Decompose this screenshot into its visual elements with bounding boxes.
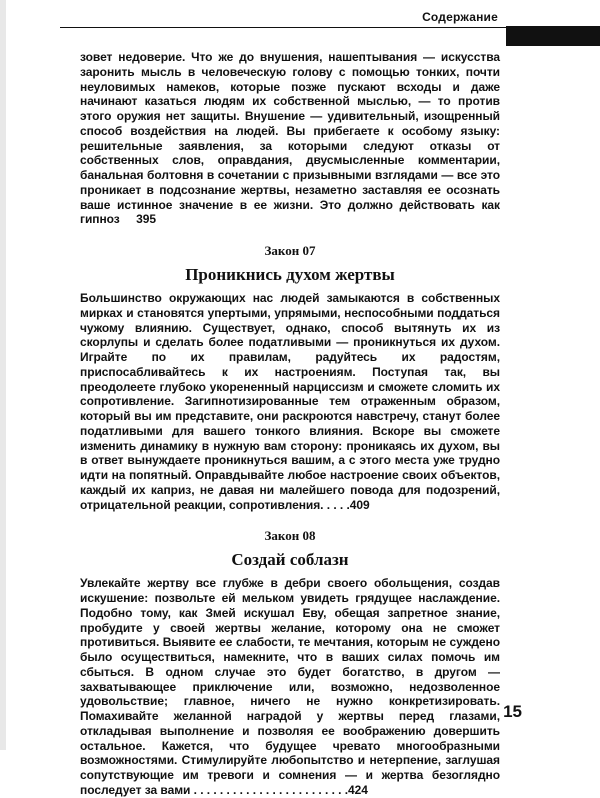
- section-tab-marker: [506, 26, 600, 46]
- running-header: [0, 0, 600, 40]
- law-title: Создай соблазн: [231, 550, 349, 570]
- law-08-heading: [80, 528, 500, 570]
- law-page-number: 409: [349, 497, 370, 512]
- law-page-number: 424: [348, 782, 368, 797]
- page-content: [80, 50, 500, 798]
- page-number: 15: [503, 702, 522, 721]
- intro-page-ref: [120, 212, 156, 226]
- law-body: Большинство окружающих нас людей замыкаются в собственных мирках и становятся упертыми, упрямыми, неспособными поддаться чужому влиянию. Существует, однако, способ вытянуть их из скорлупы и сделать более податливыми — проникнуться их духом. Играйте по их правилам, радуйтесь их радостям, приспосабливайтесь к их настроениям. Поступая так, вы преодолеете глубоко укорененный нарциссизм и сможете сломить их сопротивление. Загипнотизированные тем отраженным образом, который вы им представите, они раскроются навстречу, станут более податливыми для вашего тонкого влияния. Вскоре вы сможете изменить динамику в нужную вам сторону: проникаясь их духом, вы в ответ вынуждаете проникнуться вашим, а с этого места уже трудно идти на попятный. Оправдывайте любое настроение своих объектов, каждый их каприз, не давая ни малейшего повода для подозрений, отрицательной реакции, сопротивления.: [80, 291, 500, 512]
- intro-entry: [80, 50, 500, 227]
- law-title: Проникнись духом жертвы: [185, 265, 395, 284]
- law-07-heading: [80, 243, 500, 285]
- law-08-text: Увлекайте жертву все глубже в дебри своего обольщения, создав искушение: позвольте ей мельком увидеть грядущее наслаждение. Подобно тому, как Змей искушал Еву, обещая запретное знание, пробудите у своей жертвы желание, которому она не сможет противиться. Выявите ее слабости, те мечтания, которым не суждено было осуществиться, намекните, что в ваших силах помочь им сбыться. В одном случае это будет богатство, в другом — захватывающее приключение или, возможно, недозволенное удовольствие; главное, ничего не нужно конкретизировать. Помахивайте желанной наградой у жертвы перед глазами, откладывая выполнение и позволяя ее воображению довершить остальное. Кажется, что будущее чревато многообразными возможностями. Стимулируйте любопытство и нетерпение, заглушая сопутствующие им тревоги и сомнения — и жертва безоглядно последует за вами . . . . . . . . . . . . . . . . . . . . . . . .424: [80, 576, 500, 797]
- section-title: Содержание: [422, 10, 498, 24]
- law-number: Закон 07: [264, 243, 316, 258]
- intro-body: зовет недоверие. Что же до внушения, нашептывания — искусства заронить мысль в человеческую голову с помощью тонких, почти неуловимых намеков, которые позже пускают всходы и даже начинают казаться людям их собственной мыслью, — то против этого оружия нет защиты. Внушение — удивительный, изощренный способ воздействия на людей. Вы прибегаете к особому языку: решительные заявления, за которыми следуют отказы от собственных слов, оправдания, двусмысленные комментарии, банальная болтовня в сочетании с призывными взглядами — все это проникает в подсознание жертвы, незаметно заставляя ее осознать ваше истинное значение в ее жизни. Это должно действовать как гипноз: [80, 50, 500, 227]
- law-number: Закон 08: [264, 528, 316, 544]
- intro-page-number: 395: [136, 212, 157, 227]
- intro-text: [80, 50, 500, 227]
- law-07-text: Большинство окружающих нас людей замыкаются в собственных мирках и становятся упертыми, упрямыми, неспособными поддаться чужому влиянию. Существует, однако, способ вытянуть их из скорлупы и сделать более податливыми — проникнуться их духом. Играйте по их правилам, радуйтесь их радостям, приспосабливайтесь к их настроениям. Поступая так, вы преодолеете глубоко укорененный нарциссизм и сможете сломить их сопротивление. Загипнотизированные тем отраженным образом, который вы им представите, они раскроются навстречу, станут более податливыми для вашего тонкого влияния. Вскоре вы сможете изменить динамику в нужную вам сторону: проникаясь их духом, вы в ответ вынуждаете проникнуться вашим, а с этого места уже трудно идти на попятный. Оправдывайте любое настроение своих объектов, каждый их каприз, не давая ни малейшего повода для подозрений, отрицательной реакции, сопротивления. . . . .409: [80, 291, 500, 512]
- page-gutter-shadow: [0, 0, 6, 750]
- law-body: Увлекайте жертву все глубже в дебри своего обольщения, создав искушение: позвольте ей мельком увидеть грядущее наслаждение. Подобно тому, как Змей искушал Еву, обещая запретное знание, пробудите у своей жертвы желание, которому она не сможет противиться. Выявите ее слабости, те мечтания, которым не суждено было осуществиться, намекните, что в ваших силах помочь им сбыться. В одном случае это будет богатство, в другом — захватывающее приключение или, возможно, недозволенное удовольствие; главное, ничего не нужно конкретизировать. Помахивайте желанной наградой у жертвы перед глазами, откладывая выполнение и позволяя ее воображению довершить остальное. Кажется, что будущее чревато многообразными возможностями. Стимулируйте любопытство и нетерпение, заглушая сопутствующие им тревоги и сомнения — и жертва безоглядно последует за вами: [80, 576, 500, 797]
